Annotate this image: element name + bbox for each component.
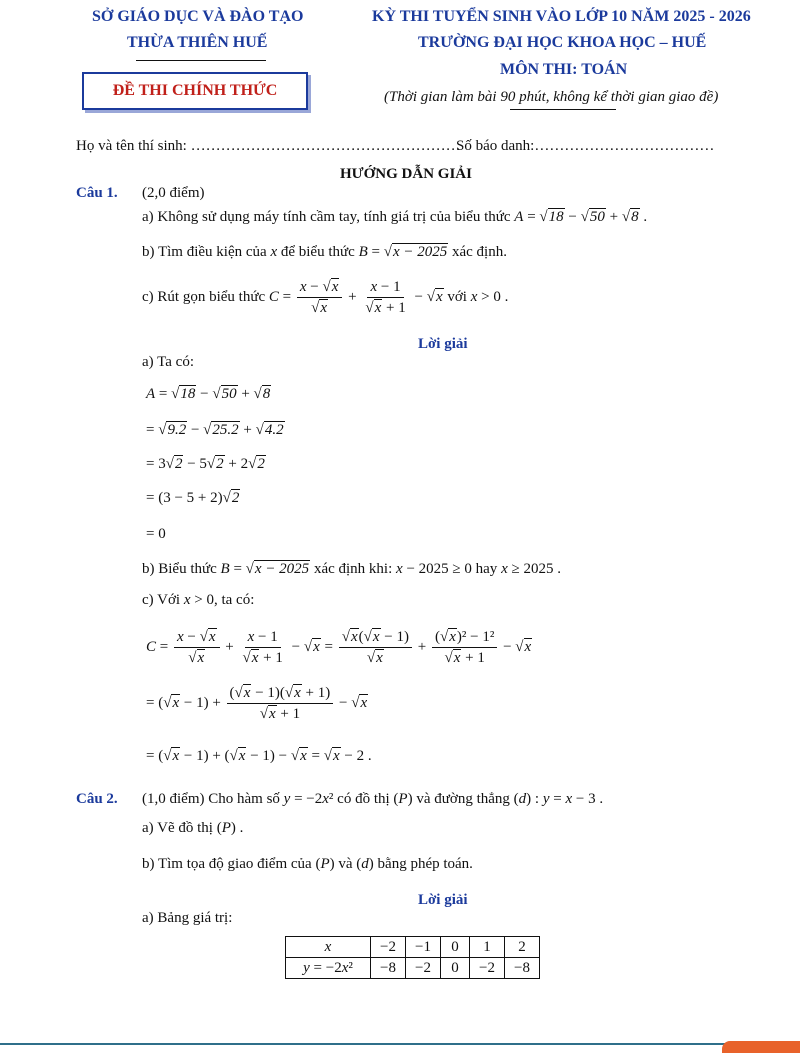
value-table xyxy=(285,936,540,979)
q1-sol-b-text: b) Biểu thức xyxy=(142,561,217,577)
q1-sol-c-step3: = (√x − 1) + (√x − 1) − √x = √x − 2 . xyxy=(146,748,372,764)
q1c-statement: c) Rút gọn biểu thức C = $\frac{x - √x}{√x}$ + $\frac{x - 1}{√x + 1}$ − √x với x > 0 . xyxy=(142,279,509,316)
q1-sol-c-intro: c) Với x > 0, ta có: xyxy=(142,592,255,608)
official-exam-box: ĐỀ THI CHÍNH THỨC xyxy=(82,72,308,110)
footer-tab xyxy=(722,1041,800,1053)
q2-label: Câu 2. xyxy=(76,791,118,807)
q1-sol-b-text2: xác định khi: xyxy=(313,561,393,577)
q2-table-intro: a) Bảng giá trị: xyxy=(142,910,233,926)
q1c-text: c) Rút gọn biểu thức xyxy=(142,288,266,305)
q1b-statement: b) Tìm điều kiện của x để biểu thức B = √x − 2025 xác định. xyxy=(142,244,507,260)
q2-text3: và đường thẳng xyxy=(416,791,510,807)
q2-points: (1,0 điểm) Cho hàm số xyxy=(142,791,280,807)
table-cell: 1 xyxy=(470,937,505,958)
table-header-y: y = −2x² xyxy=(286,958,371,979)
candidate-sbd-label: Số báo danh:……………………………… xyxy=(456,138,715,154)
table-row xyxy=(286,937,540,958)
table-cell: −1 xyxy=(406,937,441,958)
q1-sol-a-intro: a) Ta có: xyxy=(142,354,194,370)
q1-sol-a-step1: A = √18 − √50 + √8 xyxy=(146,386,271,402)
q2-text2: có đồ thị xyxy=(337,791,390,807)
province-name: THỪA THIÊN HUẾ xyxy=(127,34,268,51)
q2a-text: a) Vẽ đồ thị xyxy=(142,820,213,836)
q1b-text3: xác định. xyxy=(451,244,507,260)
exam-title: KỲ THI TUYỂN SINH VÀO LỚP 10 NĂM 2025 - 2026 xyxy=(372,8,751,25)
table-cell: −8 xyxy=(505,958,540,979)
guide-title: HƯỚNG DẪN GIẢI xyxy=(340,166,472,182)
table-cell: 0 xyxy=(441,958,470,979)
university-name: TRƯỜNG ĐẠI HỌC KHOA HỌC – HUẾ xyxy=(418,34,707,51)
table-cell: −2 xyxy=(470,958,505,979)
q1-sol-c-text2: , ta có: xyxy=(213,592,255,608)
q1c-text2: với xyxy=(447,288,467,305)
header-underline-left xyxy=(136,60,266,61)
table-cell: −2 xyxy=(406,958,441,979)
q1-sol-a-step4: = (3 − 5 + 2)√2 xyxy=(146,490,240,506)
table-cell: 0 xyxy=(441,937,470,958)
q1-sol-a-step3: = 3√2 − 5√2 + 2√2 xyxy=(146,456,265,472)
table-cell: −8 xyxy=(371,958,406,979)
q2a-statement: a) Vẽ đồ thị (P) . xyxy=(142,820,244,836)
q1a-statement xyxy=(142,209,647,226)
q1-sol-a-step5: = 0 xyxy=(146,526,166,542)
q1a-expression: A = √18 − √50 + √8 . xyxy=(514,209,648,225)
time-note: (Thời gian làm bài 90 phút, không kể thời gian giao đề) xyxy=(384,89,719,105)
table-cell: −2 xyxy=(371,937,406,958)
q1-sol-a-step2: = √9.2 − √25.2 + √4.2 xyxy=(146,422,284,438)
q1-sol-c-text: c) Với xyxy=(142,592,181,608)
table-cell: 2 xyxy=(505,937,540,958)
table-row xyxy=(286,958,540,979)
header-underline-right xyxy=(510,109,616,110)
q2b-text: b) Tìm tọa độ giao điểm của xyxy=(142,856,312,872)
q2b-text2: bằng phép toán. xyxy=(377,856,473,872)
q1-sol-b: b) Biểu thức B = √x − 2025 xác định khi: x − 2025 ≥ 0 hay x ≥ 2025 . xyxy=(142,561,561,577)
q1-solution-title: Lời giải xyxy=(418,336,468,352)
q1-sol-b-or: hay xyxy=(475,561,498,577)
q2b-statement: b) Tìm tọa độ giao điểm của (P) và (d) bằng phép toán. xyxy=(142,856,473,872)
q1-sol-c-step1: C = $\frac{x - √x}{√x}$ + $\frac{x - 1}{√x + 1}$ − √x = $\frac{√x(√x - 1)}{√x}$ + $\frac{\text{(√x)² − 1²}}{√x + 1}$ − √x xyxy=(146,629,532,666)
candidate-name-label: Họ và tên thí sinh: ……………………………………………… xyxy=(76,138,461,154)
q1b-text: b) Tìm điều kiện của xyxy=(142,244,267,260)
q1-label: Câu 1. xyxy=(76,185,118,201)
dept-name: SỞ GIÁO DỤC VÀ ĐÀO TẠO xyxy=(92,8,304,25)
footer-line xyxy=(0,1043,760,1045)
q2b-and: và xyxy=(338,856,353,872)
q1a-text: a) Không sử dụng máy tính cầm tay, tính giá trị của biểu thức xyxy=(142,209,511,225)
q2-statement: (1,0 điểm) Cho hàm số y = −2x² có đồ thị (P) và đường thẳng (d) : y = x − 3 . xyxy=(142,791,604,807)
subject-name: MÔN THI: TOÁN xyxy=(500,61,628,78)
q1b-text2: để biểu thức xyxy=(280,244,355,260)
q1-points: (2,0 điểm) xyxy=(142,185,205,201)
q1-sol-c-step2: = (√x − 1) + $\frac{(√x - 1)(√x + 1)}{√x + 1}$ − √x xyxy=(146,685,368,722)
table-header-x: x xyxy=(286,937,371,958)
q2-solution-title: Lời giải xyxy=(418,892,468,908)
